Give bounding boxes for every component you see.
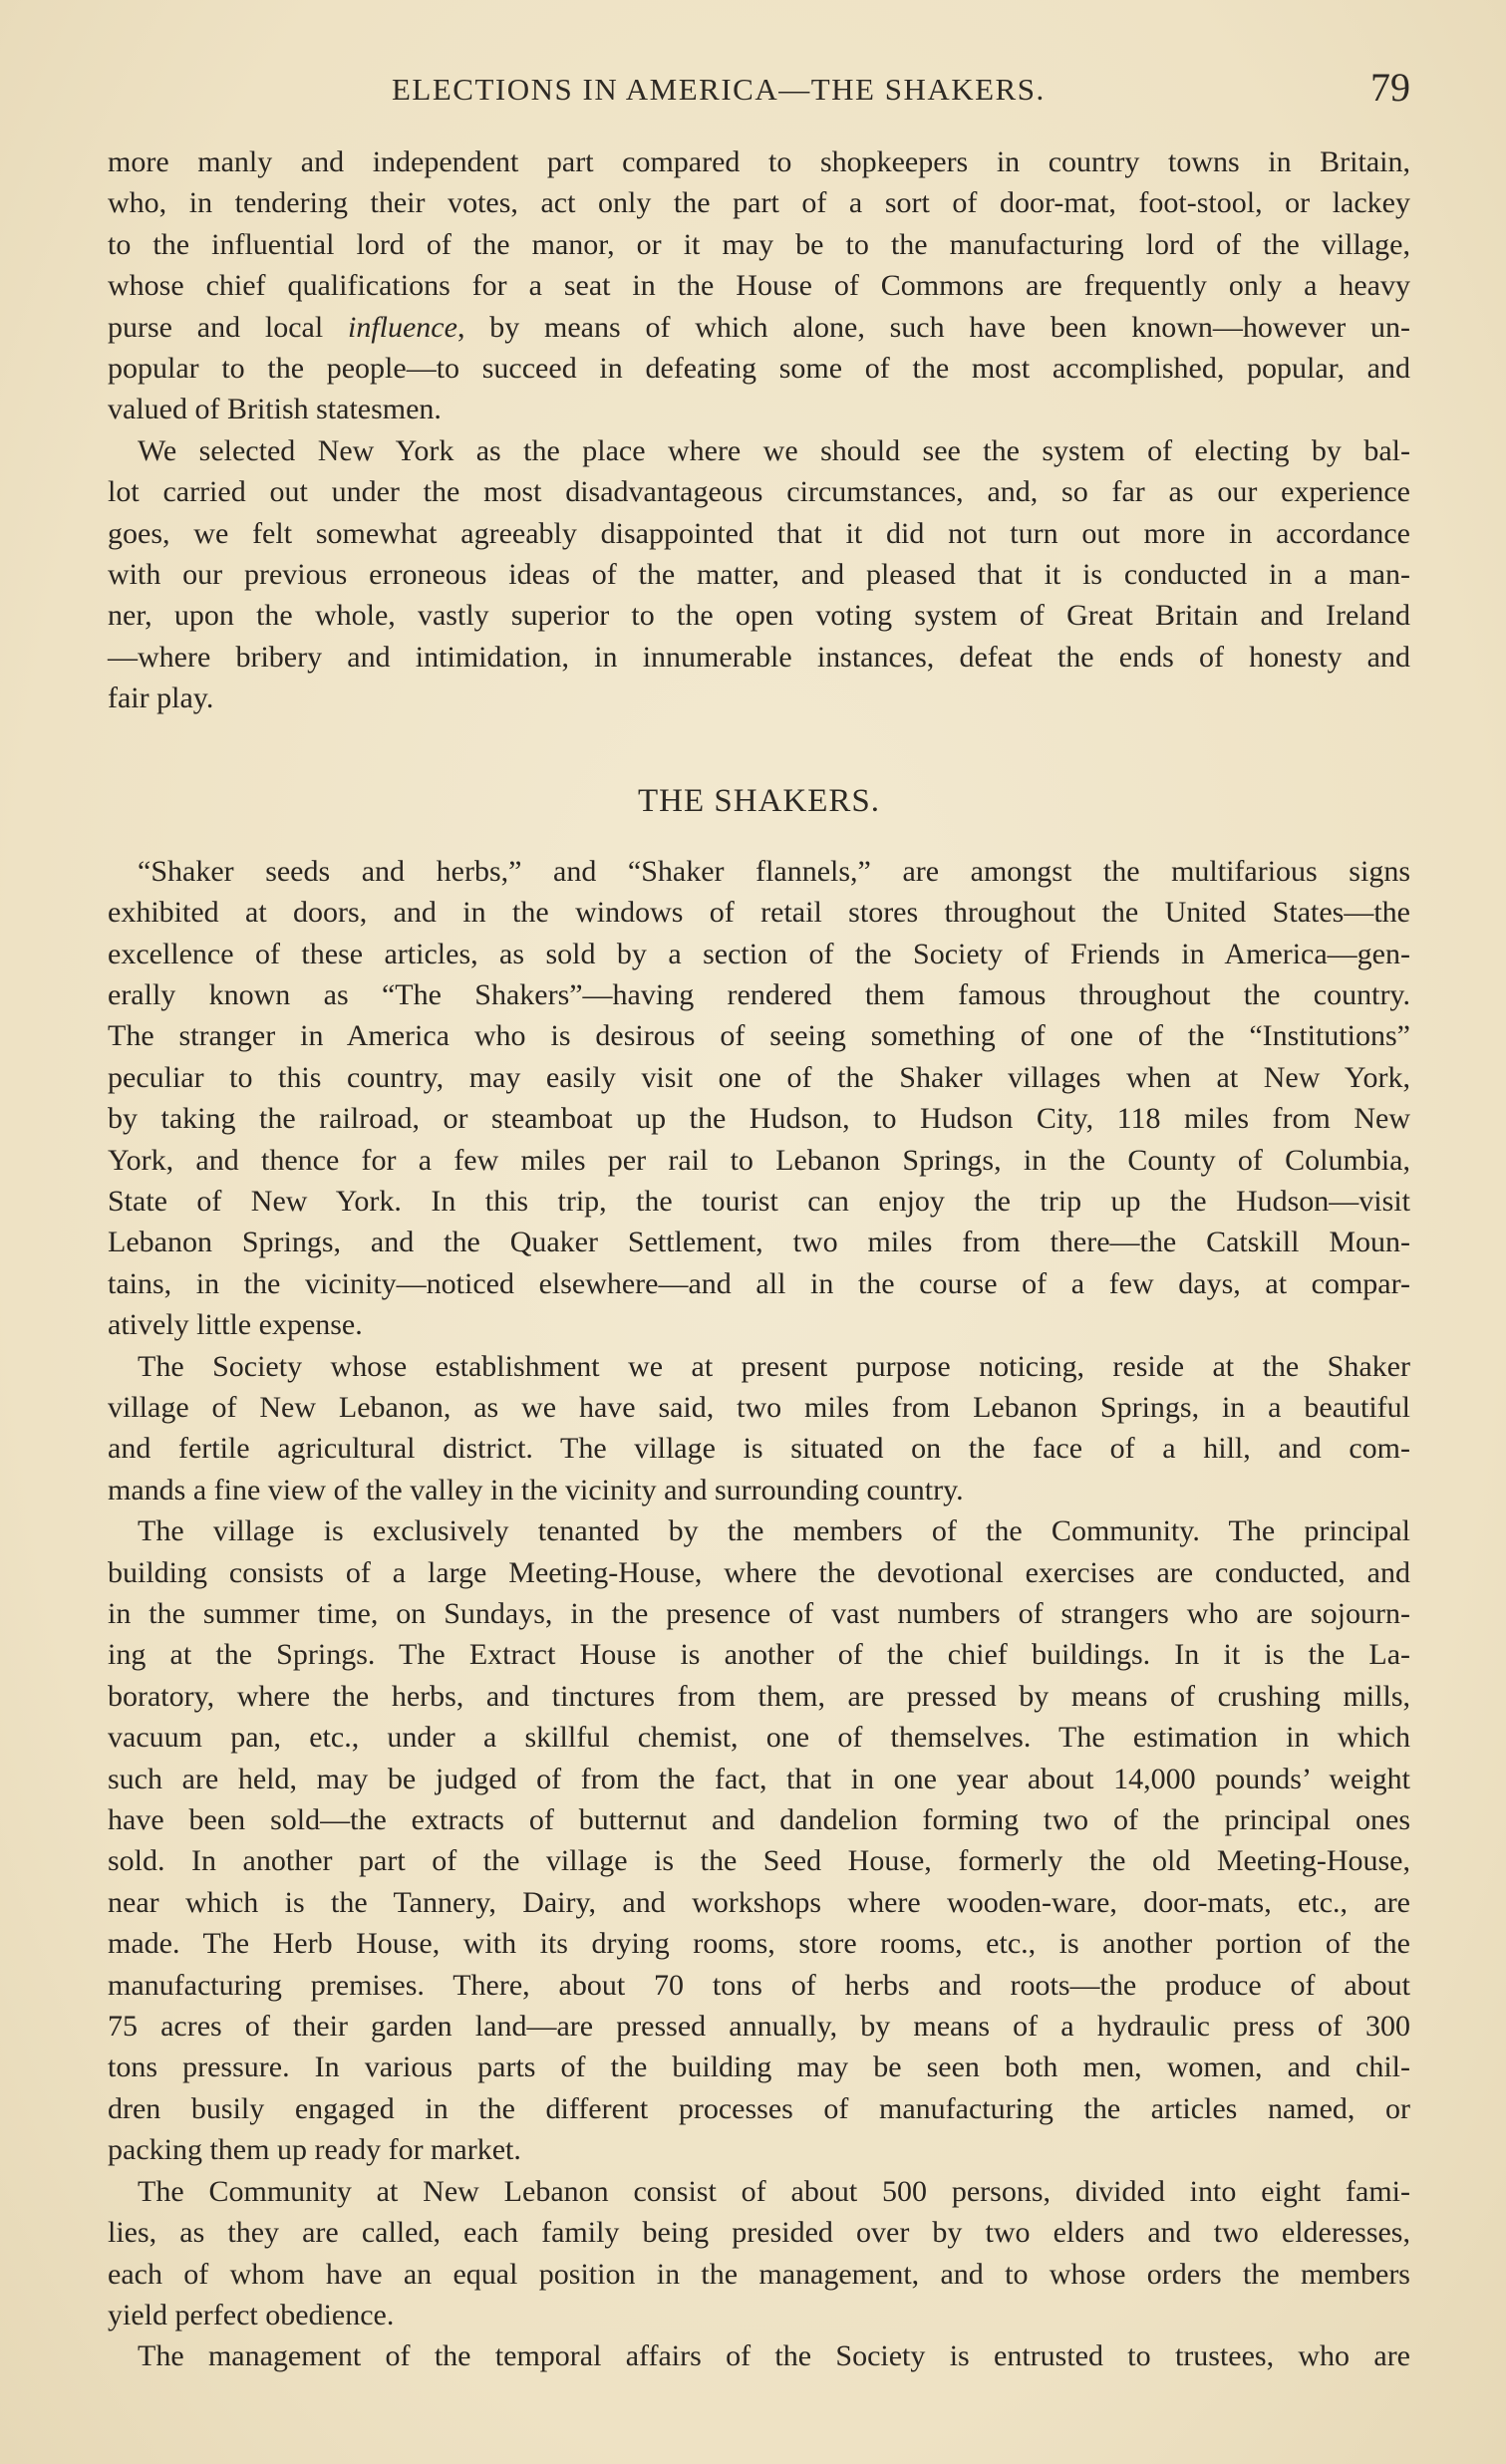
text-line: peculiar to this country, may easily visit one of the Shaker villages when at New York, xyxy=(108,1060,1410,1094)
text-line: lies, as they are called, each family being presided over by two elders and two elderesses, xyxy=(108,2216,1410,2250)
paragraph-1 xyxy=(108,141,1410,430)
text-line: who, in tendering their votes, act only the part of a sort of door-mat, foot-stool, or lackey xyxy=(108,186,1410,220)
text-line: made. The Herb House, with its drying rooms, store rooms, etc., is another portion of the xyxy=(108,1927,1410,1961)
text-line: ing at the Springs. The Extract House is another of the chief buildings. In it is the La- xyxy=(108,1638,1410,1672)
text-line: mands a fine view of the valley in the vicinity and surrounding country. xyxy=(108,1473,964,1506)
text-line: —where bribery and intimidation, in innumerable instances, defeat the ends of honesty and xyxy=(108,640,1410,674)
italic-word: influence xyxy=(347,310,457,344)
text-line: excellence of these articles, as sold by a section of the Society of Friends in America—gen- xyxy=(108,937,1410,970)
paragraph-2 xyxy=(108,430,1410,719)
text-line: exhibited at doors, and in the windows of retail stores throughout the United States—the xyxy=(108,896,1410,930)
text-line: have been sold—the extracts of butternut and dandelion forming two of the principal ones xyxy=(108,1803,1410,1837)
text-line: packing them up ready for market. xyxy=(108,2133,521,2167)
text-line: The management of the temporal affairs of the Society is entrusted to trustees, who are xyxy=(138,2339,1410,2373)
text-line: such are held, may be judged of from the fact, that in one year about 14,000 pounds’ weight xyxy=(108,1762,1410,1795)
text-line: atively little expense. xyxy=(108,1308,363,1342)
text-line: “Shaker seeds and herbs,” and “Shaker flannels,” are amongst the multifarious signs xyxy=(138,854,1410,888)
text-line: The village is exclusively tenanted by the members of the Community. The principal xyxy=(138,1514,1410,1548)
text-line: to the influential lord of the manor, or it may be to the manufacturing lord of the village, xyxy=(108,227,1410,261)
text-line: in the summer time, on Sundays, in the presence of vast numbers of strangers who are sojourn- xyxy=(108,1597,1410,1630)
text-line: Lebanon Springs, and the Quaker Settlement, two miles from there—the Catskill Moun- xyxy=(108,1226,1410,1259)
text-line: with our previous erroneous ideas of the matter, and pleased that it is conducted in a man- xyxy=(108,558,1410,592)
text-line: fair play. xyxy=(108,682,214,715)
text-line: whose chief qualifications for a seat in the House of Commons are frequently only a heavy xyxy=(108,269,1410,303)
text-line: York, and thence for a few miles per rail to Lebanon Springs, in the County of Columbia, xyxy=(108,1143,1410,1177)
text-line: The stranger in America who is desirous of seeing something of one of the “Institutions” xyxy=(108,1019,1410,1053)
text-line: purse and local influence, by means of which alone, such have been known—however un- xyxy=(108,310,1410,344)
text-line: boratory, where the herbs, and tinctures from them, are pressed by means of crushing mills, xyxy=(108,1679,1410,1713)
text-line: each of whom have an equal position in the management, and to whose orders the members xyxy=(108,2257,1410,2291)
text-line: vacuum pan, etc., under a skillful chemist, one of themselves. The estimation in which xyxy=(108,1721,1410,1755)
text-line: building consists of a large Meeting-House, where the devotional exercises are conducted, and xyxy=(108,1555,1410,1589)
text-line: lot carried out under the most disadvantageous circumstances, and, so far as our experience xyxy=(108,475,1410,509)
text-line: We selected New York as the place where we should see the system of electing by bal- xyxy=(138,433,1410,467)
running-title: ELECTIONS IN AMERICA—THE SHAKERS. xyxy=(392,72,1046,107)
text-line: tains, in the vicinity—noticed elsewhere—and all in the course of a few days, at compar- xyxy=(108,1266,1410,1300)
text-line: ner, upon the whole, vastly superior to the open voting system of Great Britain and Ireland xyxy=(108,599,1410,633)
text-line: manufacturing premises. There, about 70 tons of herbs and roots—the produce of about xyxy=(108,1968,1410,2002)
text-line: near which is the Tannery, Dairy, and workshops where wooden-ware, door-mats, etc., are xyxy=(108,1885,1410,1919)
section-paragraph-1 xyxy=(108,851,1410,1346)
section-paragraph-2 xyxy=(108,1346,1410,1511)
text-line: 75 acres of their garden land—are pressed annually, by means of a hydraulic press of 300 xyxy=(108,2010,1410,2044)
section-paragraph-3 xyxy=(108,1510,1410,2171)
text-line: State of New York. In this trip, the tourist can enjoy the trip up the Hudson—visit xyxy=(108,1184,1410,1218)
running-head xyxy=(108,62,1410,122)
text-line: village of New Lebanon, as we have said, two miles from Lebanon Springs, in a beautiful xyxy=(108,1390,1410,1424)
text-line: popular to the people—to succeed in defeating some of the most accomplished, popular, and xyxy=(108,352,1410,386)
body-text xyxy=(108,141,1410,2377)
text-line: more manly and independent part compared to shopkeepers in country towns in Britain, xyxy=(108,145,1410,178)
text-line: tons pressure. In various parts of the building may be seen both men, women, and chil- xyxy=(108,2051,1410,2084)
page-number: 79 xyxy=(1370,65,1410,110)
text-line: valued of British statesmen. xyxy=(108,393,442,426)
text-line: dren busily engaged in the different processes of manufacturing the articles named, or xyxy=(108,2091,1410,2125)
text-line: sold. In another part of the village is the Seed House, formerly the old Meeting-House, xyxy=(108,1844,1410,1878)
text-line: yield perfect obedience. xyxy=(108,2298,395,2331)
text-line: erally known as “The Shakers”—having rendered them famous throughout the country. xyxy=(108,977,1410,1011)
section-title: THE SHAKERS. xyxy=(637,782,881,819)
section-paragraph-4 xyxy=(108,2171,1410,2336)
text-line: The Society whose establishment we at present purpose noticing, reside at the Shaker xyxy=(138,1349,1410,1383)
text-line: by taking the railroad, or steamboat up the Hudson, to Hudson City, 118 miles from New xyxy=(108,1102,1410,1136)
text-line: The Community at New Lebanon consist of about 500 persons, divided into eight fami- xyxy=(138,2174,1410,2208)
section-paragraph-5 xyxy=(108,2335,1410,2376)
text-line: goes, we felt somewhat agreeably disappointed that it did not turn out more in accordance xyxy=(108,516,1410,550)
text-line: and fertile agricultural district. The village is situated on the face of a hill, and com- xyxy=(108,1432,1410,1466)
